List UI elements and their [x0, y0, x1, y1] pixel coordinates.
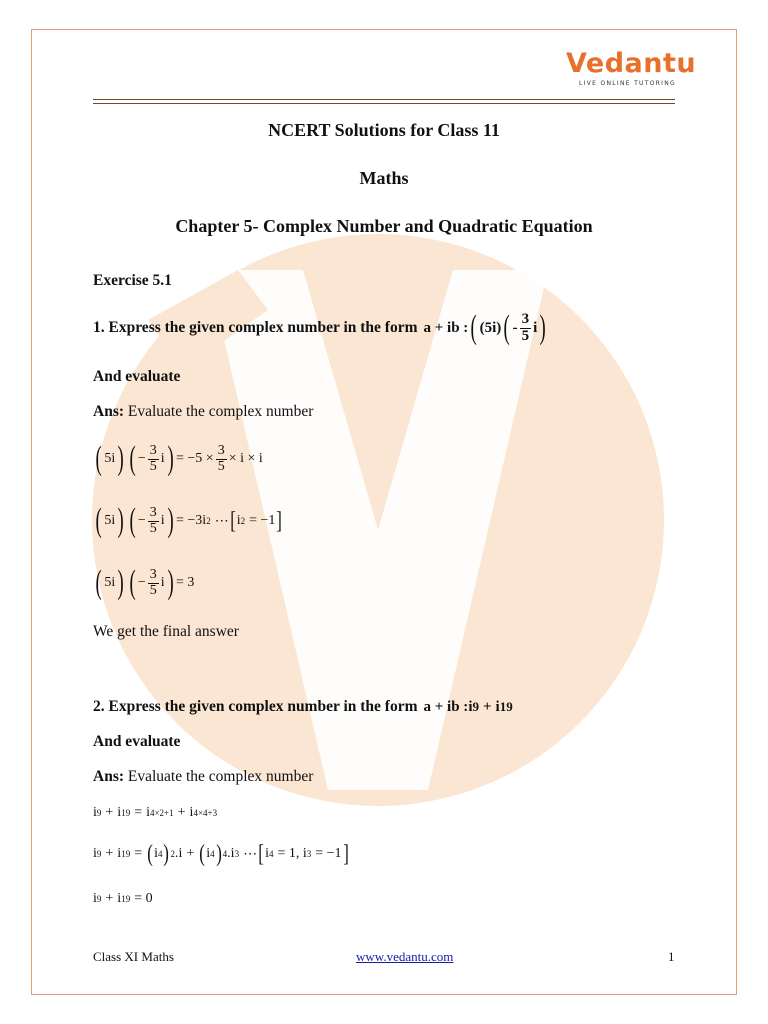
q1-step-2: ( 5i ) ( − $\frac{3}{5}$ i ) = −3i 2 ⋯ [ i 2 = −1 ] [95, 502, 283, 539]
doc-subject: Maths [359, 168, 409, 188]
q1-paren: ( [470, 309, 478, 346]
q1-form: a + ib : [423, 319, 469, 336]
q2-step-1: i 9 + i 19 = i 4×2+1 + i 4×4+3 [93, 805, 218, 820]
s3-den: 5 [149, 582, 157, 598]
q2-step2-cond-a: = 1, i [277, 846, 307, 861]
q1-paren-close: ) [539, 309, 547, 346]
doc-title: NCERT Solutions for Class 11 [268, 120, 500, 140]
q1-sign: - [512, 319, 518, 336]
s2-den: 5 [149, 520, 157, 536]
q2-exp-b: 19 [499, 699, 513, 714]
q1-frac-den: 5 [521, 327, 530, 344]
q1-i: i [533, 319, 538, 336]
q1-ans-label: Ans: [93, 403, 125, 420]
q1-step1-rhs-b: × i × i [228, 451, 263, 466]
chapter-title: Chapter 5- Complex Number and Quadratic Equation [175, 216, 593, 236]
q2-base-b: i [495, 698, 500, 715]
q1-ans-text: Evaluate the complex number [127, 403, 314, 420]
q2-step-2: i 9 + i 19 = ( i 4 ) 2 .i + ( i 4 ) 4 .i 3 ⋯ [ i 4 = 1, i 3 = −1 ] [93, 841, 349, 867]
question-2: 2. Express the given complex number in the form a + ib : i 9 + i 19 [93, 698, 513, 715]
s1-num: 3 [149, 442, 157, 458]
q2-form: a + ib : [423, 698, 469, 715]
q2-step-3: i 9 + i 19 = 0 [93, 891, 153, 906]
exercise-heading: Exercise 5.1 [93, 272, 172, 289]
q1-step3-rhs: = 3 [176, 575, 195, 590]
q1-fraction [520, 312, 532, 345]
q2-step2-cond-b: = −1 [315, 846, 342, 861]
q1-prompt: 1. Express the given complex number in the form [93, 319, 418, 336]
s1-den: 5 [149, 458, 157, 474]
footer-left: Class XI Maths [93, 949, 174, 964]
q1-step2-cond: i [236, 513, 241, 528]
s2-num: 3 [149, 504, 157, 520]
q1-step-3: ( 5i ) ( − $\frac{3}{5}$ i ) = 3 [95, 564, 195, 601]
q1-evaluate: And evaluate [93, 368, 181, 385]
q1-expr-lhs: (5i) [479, 319, 502, 336]
q1-step2-cond-rhs: = −1 [249, 513, 276, 528]
q1-step1-rhs-a: = −5 × [176, 451, 214, 466]
s1b-num: 3 [217, 442, 225, 458]
q1-answer-intro [93, 403, 313, 421]
q2-evaluate: And evaluate [93, 733, 181, 750]
s3-num: 3 [149, 566, 157, 582]
footer-website-link[interactable]: www.vedantu.com [356, 949, 454, 964]
question-1 [93, 304, 549, 352]
q2-prompt: 2. Express the given complex number in the form [93, 698, 418, 715]
q2-ans-text: Evaluate the complex number [127, 768, 314, 785]
q1-step-1: ( 5i ) ( − $\frac{3}{5}$ i ) = −5 × $\frac{3}{5}$ × i × i [95, 440, 263, 477]
q2-base-a: i [468, 698, 473, 715]
q1-frac-num: 3 [521, 310, 530, 327]
q2-step1-exp-b: 4×4+3 [193, 808, 218, 818]
q1-paren-open: ( [503, 309, 511, 346]
q2-ans-label: Ans: [93, 768, 125, 785]
q2-step3-rhs: = 0 [134, 891, 153, 906]
page-number: 1 [668, 949, 675, 964]
q2-answer-intro [93, 768, 313, 786]
q2-step2-cond: i [265, 846, 269, 861]
q2-exp-a: 9 [472, 699, 479, 714]
logo-tagline: LIVE ONLINE TUTORING [579, 80, 676, 87]
s1b-den: 5 [217, 458, 225, 474]
q2-step1-exp-a: 4×2+1 [149, 808, 174, 818]
q1-final-text: We get the final answer [93, 623, 239, 640]
logo-wordmark: Vedantu [566, 48, 697, 79]
q1-step2-rhs: = −3i [176, 513, 207, 528]
